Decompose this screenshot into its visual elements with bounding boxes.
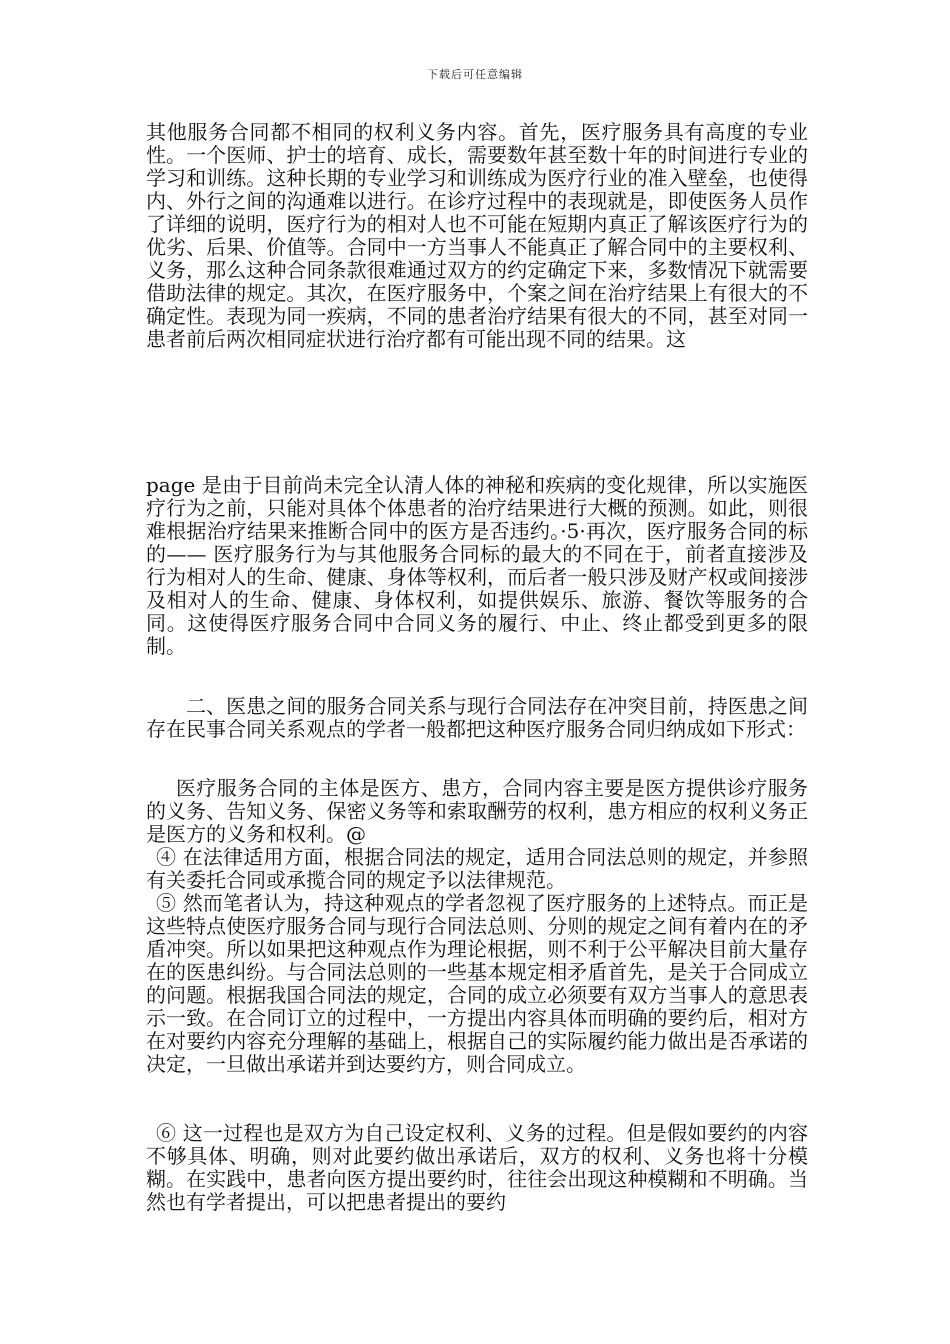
page-header: 下载后可任意编辑 bbox=[427, 68, 523, 81]
paragraph-contract-subject: 医疗服务合同的主体是医方、患方，合同内容主要是医方提供诊疗服务的义务、告知义务、保密义务等和索取酬劳的权利，患方相应的权利义务正是医方的义务和权利。@ bbox=[146, 776, 808, 846]
paragraph-uncertainty: page 是由于目前尚未完全认清人体的神秘和疾病的变化规律，所以实施医疗行为之前，只能对具体个体患者的治疗结果进行大概的预测。如此，则很难根据治疗结果来推断合同中的医方是否违约。·5·再次，医疗服务合同的标的—— 医疗服务行为与其他服务合同标的最大的不同在于，前者直接涉及行为相对人的生命、健康、身体等权利，而后者一般只涉及财产权或间接涉及相对人的生命、健康、身体权利，如提供娱乐、旅游、餐饮等服务的合同。这使得医疗服务合同中合同义务的履行、中止、终止都受到更多的限制。 bbox=[146, 473, 808, 658]
paragraph-author-view: ⑤ 然而笔者认为，持这种观点的学者忽视了医疗服务的上述特点。而正是这些特点使医疗服务合同与现行合同法总则、分则的规定之间有着内在的矛盾冲突。所以如果把这种观点作为理论根据，则不利于公平解决目前大量存在的医患纠纷。与合同法总则的一些基本规定相矛盾首先，是关于合同成立的问题。根据我国合同法的规定，合同的成立必须要有双方当事人的意思表示一致。在合同订立的过程中，一方提出内容具体而明确的要约后，相对方在对要约内容充分理解的基础上，根据自己的实际履约能力做出是否承诺的决定，一旦做出承诺并到达要约方，则合同成立。 bbox=[146, 891, 808, 1076]
paragraph-offer-process: ⑥ 这一过程也是双方为自己设定权利、义务的过程。但是假如要约的内容不够具体、明确，则对此要约做出承诺后，双方的权利、义务也将十分模糊。在实践中，患者向医方提出要约时，往往会出现这种模糊和不明确。当然也有学者提出，可以把患者提出的要约 bbox=[146, 1121, 808, 1214]
paragraph-medical-service-features: 其他服务合同都不相同的权利义务内容。首先，医疗服务具有高度的专业性。一个医师、护士的培育、成长，需要数年甚至数十年的时间进行专业的学习和训练。这种长期的专业学习和训练成为医疗行业的准入壁垒，也使得内、外行之间的沟通难以进行。在诊疗过程中的表现就是，即使医务人员作了详细的说明，医疗行为的相对人也不可能在短期内真正了解该医疗行为的优劣、后果、价值等。合同中一方当事人不能真正了解合同中的主要权利、义务，那么这种合同条款很难通过双方的约定确定下来，多数情况下就需要借助法律的规定。其次，在医疗服务中，个案之间在治疗结果上有很大的不确定性。表现为同一疾病，不同的患者治疗结果有很大的不同，甚至对同一患者前后两次相同症状进行治疗都有可能出现不同的结果。这 bbox=[146, 120, 808, 351]
paragraph-law-application: ④ 在法律适用方面，根据合同法的规定，适用合同法总则的规定，并参照有关委托合同或承揽合同的规定予以法律规范。 bbox=[146, 845, 808, 892]
paragraph-section-two-heading: 二、医患之间的服务合同关系与现行合同法存在冲突目前，持医患之间存在民事合同关系观点的学者一般都把这种医疗服务合同归纳成如下形式： bbox=[146, 694, 808, 741]
